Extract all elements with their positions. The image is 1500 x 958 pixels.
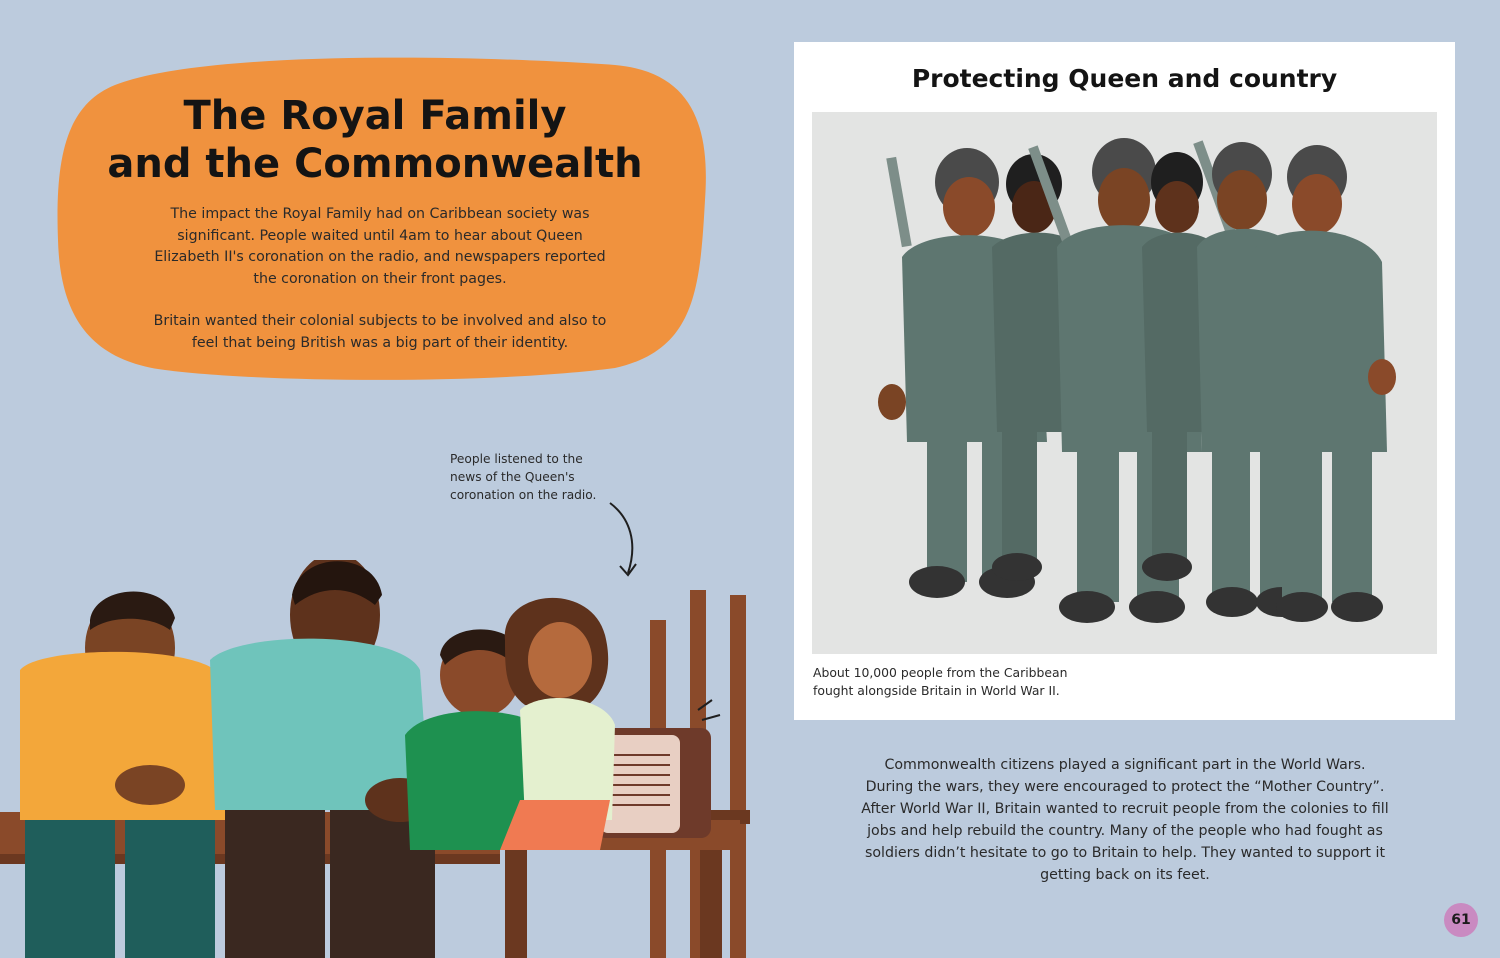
man-yellow-shirt	[20, 592, 230, 958]
man-teal-shirt	[210, 560, 435, 958]
commonwealth-paragraph: Commonwealth citizens played a significant part in the World Wars. During the wars, they were encouraged to protect the “Mother Country”. After World War II, Britain wanted to recruit people from the colonies to fill jobs and help rebuild the country. Many of the people who had fought as soldiers didn’t hesitate to go to Britain to help. They wanted to support it getting back on its feet.	[861, 757, 1389, 883]
soldier-group	[878, 138, 1396, 623]
title-line-2: and the Commonwealth	[107, 141, 643, 187]
caption-line-2: fought alongside Britain in World War II.	[813, 683, 1060, 698]
soldiers-panel	[794, 42, 1455, 720]
callout-line-2: news of the Queen's	[450, 470, 575, 484]
soldiers-caption	[813, 664, 1113, 700]
page-number-badge: 61	[1444, 903, 1478, 937]
intro-paragraph-2: Britain wanted their colonial subjects to be involved and also to feel that being British was a big part of their identity.	[153, 313, 607, 351]
callout-line-1: People listened to the	[450, 452, 583, 466]
intro-text	[150, 204, 610, 376]
radio-callout	[450, 450, 610, 504]
caption-line-1: About 10,000 people from the Caribbean	[813, 665, 1068, 680]
panel-title: Protecting Queen and country	[911, 64, 1338, 93]
family-radio-illustration	[0, 560, 760, 958]
marching-soldiers-illustration	[812, 112, 1437, 654]
title-line-1: The Royal Family	[183, 93, 567, 139]
soldiers-image-frame	[812, 112, 1437, 654]
intro-paragraph-1: The impact the Royal Family had on Caribbean society was significant. People waited until 4am to hear about Queen Elizabeth II's coronation on the radio, and newspapers reported the coronation on their front pages.	[154, 206, 606, 287]
callout-line-3: coronation on the radio.	[450, 488, 597, 502]
page-title	[100, 92, 650, 188]
